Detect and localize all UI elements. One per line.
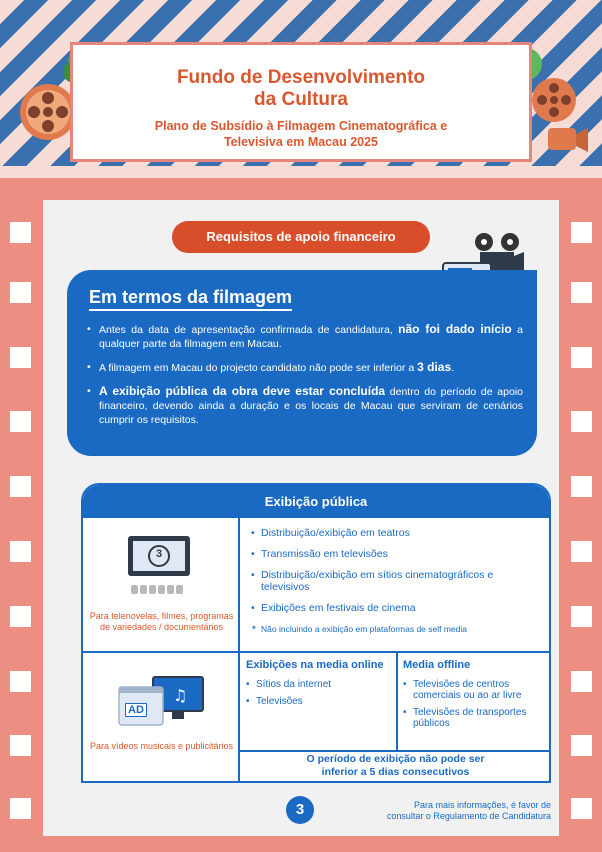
audience-seats-icon xyxy=(131,583,189,595)
film-strip-hole xyxy=(10,347,31,368)
exhibition-period-note xyxy=(238,753,551,779)
film-reel-right-icon xyxy=(530,76,578,124)
list-item: • Distribuição/exibição em teatros xyxy=(251,527,541,539)
list-item: • Televisões de transportes públicos xyxy=(403,707,543,729)
film-strip-hole xyxy=(571,798,592,819)
page-number: 3 xyxy=(286,796,314,824)
item2-text: A filmagem em Macau do projecto candidato não pode ser inferior a xyxy=(99,362,418,374)
ad-screen-icon xyxy=(117,675,205,729)
film-strip-hole xyxy=(571,735,592,756)
period-line-1: O período de exibição não pode ser xyxy=(306,753,485,765)
film-strip-hole xyxy=(571,347,592,368)
film-strip-hole xyxy=(571,541,592,562)
video-caption: Para vídeos musicais e publicitários xyxy=(89,741,234,751)
item3-bold: A exibição pública da obra deve estar concluída xyxy=(99,384,386,398)
tv-countdown-number: 3 xyxy=(155,548,163,560)
list-item xyxy=(87,322,523,351)
list-item xyxy=(87,384,523,427)
film-strip-hole xyxy=(10,282,31,303)
header-bottom-band xyxy=(0,166,602,178)
filming-heading: Em termos da filmagem xyxy=(89,287,292,311)
item1-text-end: a qualquer parte da filmagem em Macau. xyxy=(99,324,523,350)
film-strip-hole xyxy=(571,282,592,303)
subtitle-line-1: Plano de Subsídio à Filmagem Cinematográfica e xyxy=(154,119,448,133)
divider xyxy=(238,750,551,752)
section-pill: Requisitos de apoio financeiro xyxy=(172,221,430,253)
more-info-line-2: consultar o Regulamento de Candidatura xyxy=(386,811,551,821)
list-item: • Televisões de centros comerciais ou ao ar livre xyxy=(403,679,543,701)
more-info-line-1: Para mais informações, é favor de xyxy=(413,800,551,810)
filming-list xyxy=(87,322,523,436)
exhibition-table xyxy=(81,483,551,783)
list-item: • Sítios da internet xyxy=(246,679,391,690)
online-list xyxy=(246,679,391,713)
list-item: • Exibições em festivais de cinema xyxy=(251,602,541,614)
film-strip-hole xyxy=(10,606,31,627)
camera-right-icon xyxy=(548,122,588,158)
list-item xyxy=(87,360,523,375)
filming-requirements-box xyxy=(67,270,537,456)
film-strip-hole xyxy=(10,222,31,243)
item1-bold: não foi dado início xyxy=(398,322,512,336)
offline-heading: Media offline xyxy=(403,659,471,671)
film-strip-hole xyxy=(571,671,592,692)
item3-text: dentro do período de apoio financeiro, devendo ainda a duração e os locais de Macau que serviram de cenários cumprir os requisitos. xyxy=(99,386,523,426)
film-strip-hole xyxy=(571,222,592,243)
exhibition-list xyxy=(251,527,541,644)
film-strip-hole xyxy=(10,735,31,756)
svg-text:♫: ♫ xyxy=(173,686,188,705)
item2-bold: 3 dias xyxy=(417,360,452,374)
list-item: • Televisões xyxy=(246,696,391,707)
title-line-2: da Cultura xyxy=(254,89,348,110)
divider xyxy=(396,651,398,750)
title-box xyxy=(70,42,532,162)
film-strip-hole xyxy=(10,476,31,497)
list-item: • Transmissão em televisões xyxy=(251,548,541,560)
film-strip-hole xyxy=(10,671,31,692)
subtitle-line-2: Televisiva em Macau 2025 xyxy=(223,135,379,149)
tv-caption: Para telenovelas, filmes, programas de variedades / documentários xyxy=(89,611,234,632)
film-strip-hole xyxy=(571,476,592,497)
online-heading: Exibições na media online xyxy=(246,659,384,671)
film-strip-hole xyxy=(10,798,31,819)
item2-text-end: . xyxy=(451,362,455,374)
film-strip-hole xyxy=(10,411,31,432)
exhibition-heading: Exibição pública xyxy=(83,485,549,518)
film-strip-hole xyxy=(571,606,592,627)
title-line-1: Fundo de Desenvolvimento xyxy=(176,67,426,88)
period-line-2: inferior a 5 dias consecutivos xyxy=(321,766,470,778)
film-strip-hole xyxy=(10,541,31,562)
ad-label: AD xyxy=(125,703,147,717)
item1-text: Antes da data de apresentação confirmada de candidatura, xyxy=(99,324,399,336)
divider xyxy=(83,651,551,653)
more-info-text xyxy=(365,800,551,822)
film-strip-hole xyxy=(571,411,592,432)
offline-list xyxy=(403,679,543,735)
list-item: • Distribuição/exibição em sítios cinematográficos e televisivos xyxy=(251,569,541,593)
self-media-note: ✶ Não incluindo a exibição em plataformas de self media xyxy=(251,623,541,635)
